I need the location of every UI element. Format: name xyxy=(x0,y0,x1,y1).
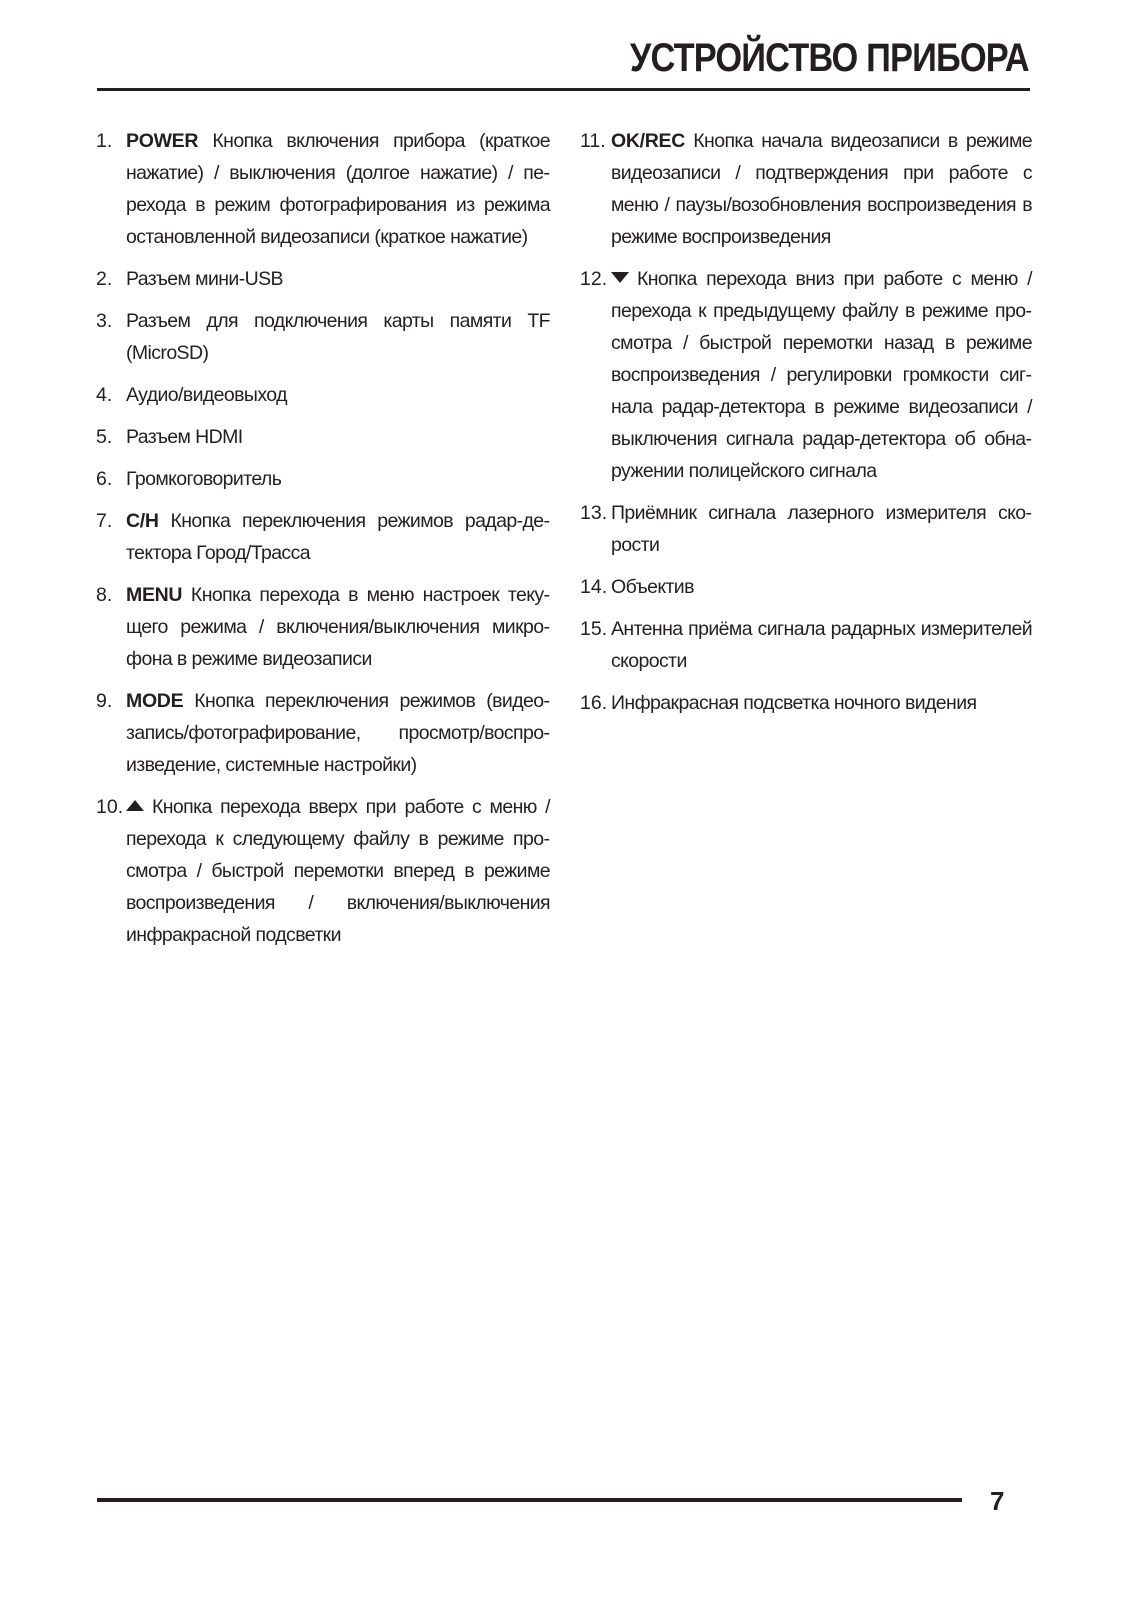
item-key: OK/REC xyxy=(611,130,686,152)
item-number: 10. xyxy=(96,796,124,818)
item-number: 12. xyxy=(580,268,608,290)
item-number: 16. xyxy=(580,692,608,714)
item-key: MENU xyxy=(126,584,183,606)
item-number: 8. xyxy=(96,584,113,606)
item-body xyxy=(126,505,550,569)
triangle-up-icon xyxy=(126,800,144,811)
item-key: POWER xyxy=(126,130,199,152)
item-number: 13. xyxy=(580,502,608,524)
item-text: Разъем HDMI xyxy=(126,426,243,448)
footer-rule xyxy=(97,1498,962,1502)
item-text: Разъем мини-USB xyxy=(126,268,283,290)
page-number: 7 xyxy=(990,1486,1005,1516)
list-item-4 xyxy=(96,379,550,411)
list-item-7 xyxy=(96,505,550,569)
item-number: 1. xyxy=(96,130,113,152)
item-number: 3. xyxy=(96,310,113,332)
item-body xyxy=(126,791,550,951)
list-item-15 xyxy=(580,613,1032,677)
item-key: MODE xyxy=(126,690,184,712)
left-column xyxy=(96,125,550,961)
list-item-9 xyxy=(96,685,550,781)
item-body xyxy=(126,125,550,253)
header-rule xyxy=(97,88,1030,91)
item-text: Громкоговоритель xyxy=(126,468,282,490)
item-text: Кнопка начала видеозаписи в режиме видеозаписи / подтверждения при работе с меню / паузы/возобновления воспроизведения в режиме воспроизведения xyxy=(611,130,1032,248)
item-number: 11. xyxy=(580,130,606,152)
item-number: 9. xyxy=(96,690,113,712)
list-item-13 xyxy=(580,497,1032,561)
item-text: Кнопка включения прибора (краткое нажатие) / выключения (долгое нажатие) / перехода в режим фотографирования из режима остановленной видеозаписи (краткое нажатие) xyxy=(126,130,550,248)
item-text: Кнопка перехода вверх при работе с меню / перехода к следующему файлу в режиме просмотра / быстрой перемотки вперед в режиме воспроизведения / включения/выключения инфракрасной подсветки xyxy=(126,796,550,946)
list-item-16 xyxy=(580,687,1032,719)
item-number: 5. xyxy=(96,426,113,448)
item-text: Кнопка перехода вниз при работе с меню / перехода к предыдущему файлу в режиме просмотра / быстрой перемотки назад в режиме воспроизведения / регулировки громкости сигнала радар-детектора в режиме видеозаписи / выключения сигнала радар-детектора об обнаружении полицейского сигнала xyxy=(611,268,1032,482)
list-item-11 xyxy=(580,125,1032,253)
item-text: Инфракрасная подсветка ночного видения xyxy=(611,692,977,714)
item-key: C/H xyxy=(126,510,159,532)
item-body xyxy=(611,125,1032,253)
item-number: 14. xyxy=(580,576,608,598)
item-number: 4. xyxy=(96,384,113,406)
page-title: УСТРОЙСТВО ПРИБОРА xyxy=(630,36,1029,80)
list-item-14 xyxy=(580,571,1032,603)
item-text: Кнопка переключения режимов (видеозапись/фотографирование, просмотр/воспроизведение, системные настройки) xyxy=(126,690,550,776)
item-text: Приёмник сигнала лазерного измерителя скорости xyxy=(611,502,1032,556)
item-number: 15. xyxy=(580,618,608,640)
item-text: Антенна приёма сигнала радарных измерителей скорости xyxy=(611,618,1032,672)
item-body xyxy=(126,579,550,675)
item-text: Кнопка переключения режимов радар-детектора Город/Трасса xyxy=(126,510,550,564)
list-item-2 xyxy=(96,263,550,295)
list-item-6 xyxy=(96,463,550,495)
item-text: Разъем для подключения карты памяти TF (MicroSD) xyxy=(126,310,550,364)
item-text: Кнопка перехода в меню настроек текущего режима / включения/выключения микрофона в режиме видеозаписи xyxy=(126,584,550,670)
item-body xyxy=(611,263,1032,487)
right-column xyxy=(580,125,1032,729)
list-item-1 xyxy=(96,125,550,253)
item-text: Аудио/видеовыход xyxy=(126,384,287,406)
item-number: 6. xyxy=(96,468,113,490)
item-number: 2. xyxy=(96,268,113,290)
list-item-3 xyxy=(96,305,550,369)
list-item-12 xyxy=(580,263,1032,487)
triangle-down-icon xyxy=(611,272,629,283)
item-body xyxy=(126,685,550,781)
list-item-5 xyxy=(96,421,550,453)
item-number: 7. xyxy=(96,510,113,532)
list-item-8 xyxy=(96,579,550,675)
item-text: Объектив xyxy=(611,576,694,598)
list-item-10 xyxy=(96,791,550,951)
